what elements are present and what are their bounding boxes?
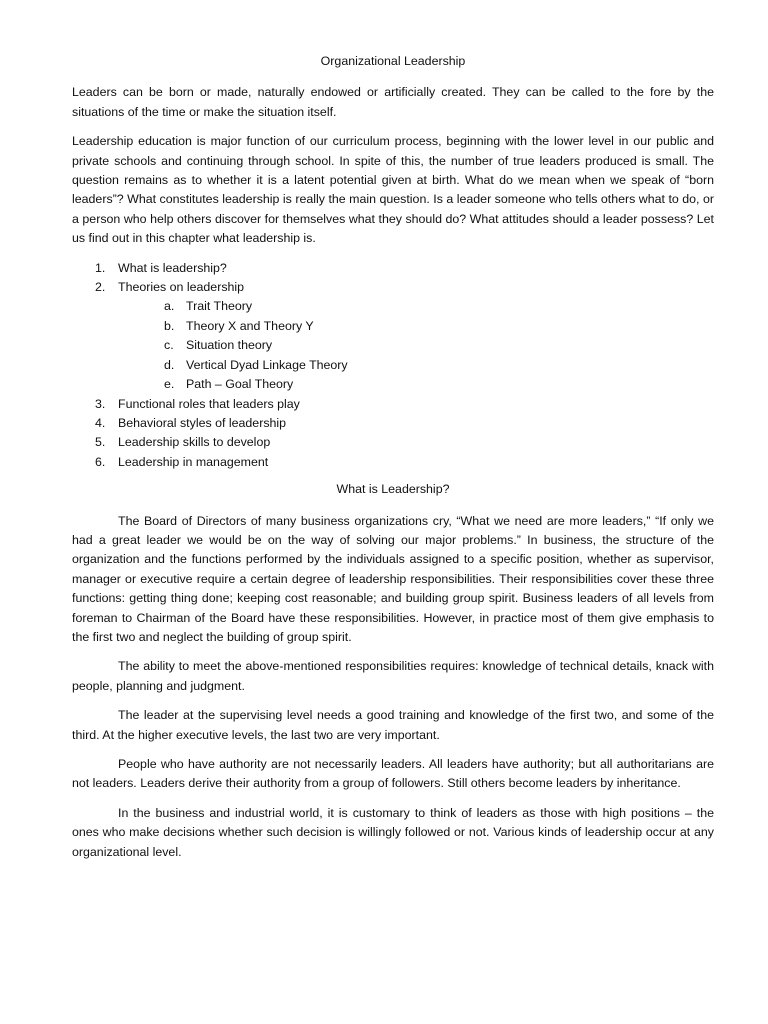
theory-letter: c. — [164, 338, 174, 353]
outline-item — [72, 433, 714, 452]
outline-item — [72, 453, 714, 472]
page-title: Organizational Leadership — [320, 54, 466, 68]
section-heading: What is Leadership? — [336, 482, 450, 497]
outline-label: Leadership skills to develop — [118, 435, 271, 450]
theory-item — [118, 375, 714, 394]
outline-label: Theories on leadership — [118, 280, 245, 295]
theory-label: Theory X and Theory Y — [186, 318, 314, 333]
theory-label: Vertical Dyad Linkage Theory — [186, 357, 348, 372]
outline-item — [72, 259, 714, 278]
outline-label: Leadership in management — [118, 454, 269, 469]
theory-item — [118, 317, 714, 336]
theory-item — [118, 297, 714, 316]
theory-item — [118, 356, 714, 375]
outline-list — [72, 259, 714, 472]
outline-number: 1. — [95, 260, 106, 275]
body-paragraph: The leader at the supervising level needs a good training and knowledge of the first two, and some of the third. At the higher executive levels, the last two are very important. — [72, 708, 714, 742]
outline-item — [72, 414, 714, 433]
outline-item — [72, 395, 714, 414]
body-paragraph: The Board of Directors of many business organizations cry, “What we need are more leaders,” “If only we had a great leader we would be on the way of solving our major problems.” In business, the structure of the organization and the functions performed by the individuals assigned to a specific position, whether as supervisor, manager or executive require a certain degree of leadership responsibilities. Their responsibilities cover these three functions: getting thing done; keeping cost reasonable; and building group spirit. Business leaders of all levels from foreman to Chairman of the Board have these responsibilities. However, in practice most of them give emphasis to the first two and neglect the building of group spirit. — [72, 513, 714, 644]
intro-paragraph: Leadership education is major function of our curriculum process, beginning with the lower level in our public and private schools and continuing through school. In spite of this, the number of true leaders produced is small. The question remains as to whether it is a latent potential given at birth. What do we mean when we speak of “born leaders”? What constitutes leadership is really the main question. Is a leader someone who tells others what to do, or a person who help others discover for themselves what they should do? What attitudes should a leader possess? Let us find out in this chapter what leadership is. — [72, 134, 714, 246]
outline-label: Behavioral styles of leadership — [118, 415, 287, 430]
outline-number: 3. — [95, 396, 106, 411]
theory-item — [118, 336, 714, 355]
outline-number: 5. — [95, 435, 106, 450]
outline-label: What is leadership? — [118, 260, 227, 275]
document-content — [72, 52, 714, 872]
outline-label: Functional roles that leaders play — [118, 396, 300, 411]
theory-label: Path – Goal Theory — [186, 377, 294, 392]
body-paragraph: The ability to meet the above-mentioned responsibilities requires: knowledge of technical details, knack with people, planning and judgment. — [72, 659, 714, 693]
body-paragraph: People who have authority are not necessarily leaders. All leaders have authority; but all authoritarians are not leaders. Leaders derive their authority from a group of followers. Still others become leaders by inheritance. — [72, 757, 714, 791]
outline-number: 6. — [95, 454, 106, 469]
body-paragraph: In the business and industrial world, it is customary to think of leaders as those with high positions – the ones who make decisions whether such decision is willingly followed or not. Various kinds of leadership occur at any organizational level. — [72, 805, 714, 859]
theory-letter: d. — [164, 357, 175, 372]
outline-number: 2. — [95, 280, 106, 295]
theory-letter: e. — [164, 377, 175, 392]
theory-label: Situation theory — [186, 338, 273, 353]
theory-letter: b. — [164, 318, 175, 333]
theory-sublist — [118, 297, 714, 394]
outline-item — [72, 278, 714, 394]
theory-label: Trait Theory — [186, 299, 253, 314]
theory-letter: a. — [164, 299, 175, 314]
intro-paragraph: Leaders can be born or made, naturally endowed or artificially created. They can be called to the fore by the situations of the time or make the situation itself. — [72, 85, 714, 119]
outline-number: 4. — [95, 415, 106, 430]
